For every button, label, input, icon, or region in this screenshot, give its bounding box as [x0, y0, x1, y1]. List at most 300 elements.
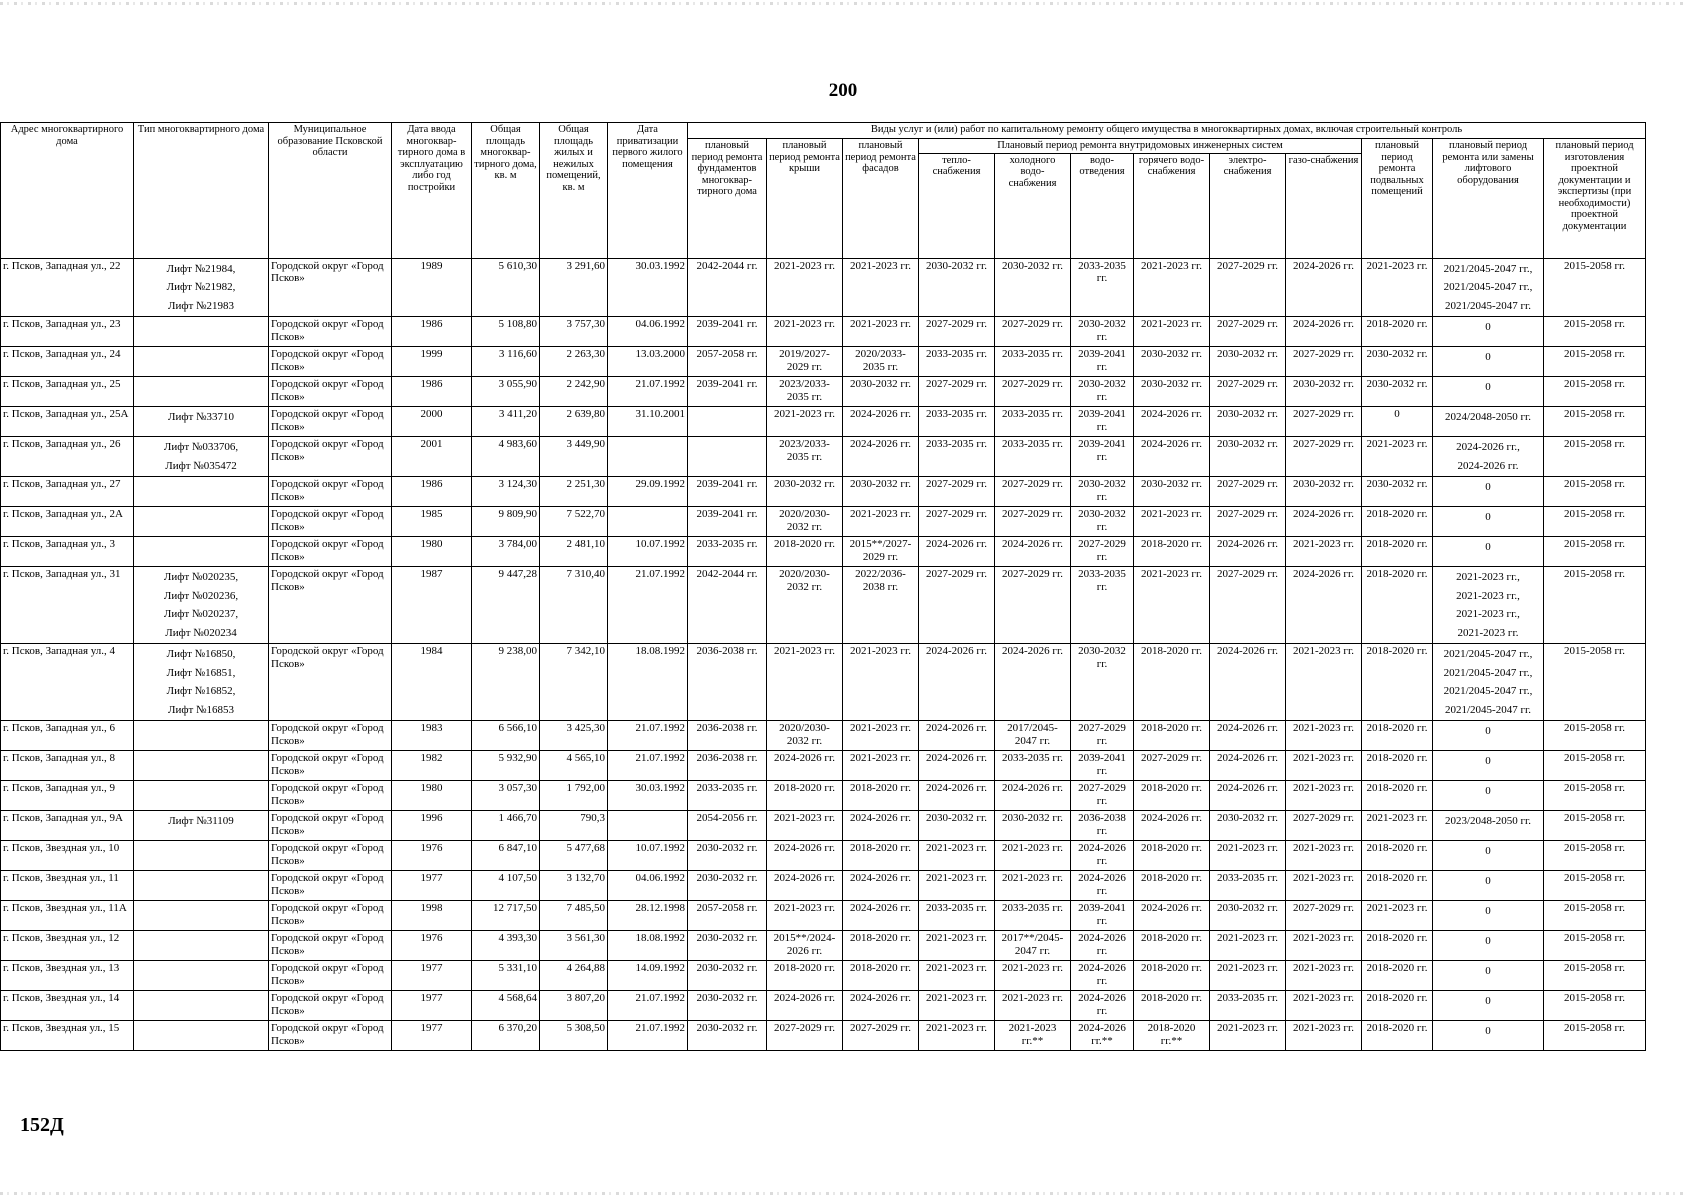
building-type-cell	[134, 377, 269, 407]
privatization-date-cell: 30.03.1992	[608, 258, 688, 317]
heat-cell: 2027-2029 гг.	[919, 317, 995, 347]
elevator-period: 0	[1485, 1025, 1491, 1037]
facade-cell: 2018-2020 гг.	[843, 781, 919, 811]
living-area-cell: 2 251,30	[540, 477, 608, 507]
elevator-period-cell	[1433, 437, 1544, 477]
address-cell: г. Псков, Западная ул., 25	[1, 377, 134, 407]
facade-cell: 2015**/2027-2029 гг.	[843, 537, 919, 567]
gas-cell: 2027-2029 гг.	[1286, 347, 1362, 377]
elevator-period-cell	[1433, 931, 1544, 961]
basement-cell: 2018-2020 гг.	[1362, 317, 1433, 347]
building-type-cell	[134, 1021, 269, 1051]
basement-cell: 2021-2023 гг.	[1362, 901, 1433, 931]
elevator-period-cell	[1433, 781, 1544, 811]
cold-water-cell: 2030-2032 гг.	[995, 811, 1071, 841]
privatization-date-cell: 04.06.1992	[608, 871, 688, 901]
roof-cell: 2020/2030-2032 гг.	[767, 507, 843, 537]
municipality-cell: Городской округ «Город Псков»	[269, 871, 392, 901]
commission-date-cell: 1986	[392, 477, 472, 507]
facade-cell: 2024-2026 гг.	[843, 811, 919, 841]
commission-date-cell: 1999	[392, 347, 472, 377]
table-row	[1, 317, 1646, 347]
heat-cell: 2021-2023 гг.	[919, 961, 995, 991]
building-type-cell	[134, 507, 269, 537]
basement-cell: 2018-2020 гг.	[1362, 841, 1433, 871]
electric-cell: 2021-2023 гг.	[1210, 841, 1286, 871]
hot-water-cell: 2018-2020 гг.	[1134, 841, 1210, 871]
elevator-period: 2021-2023 гг.,	[1456, 571, 1520, 583]
cold-water-cell: 2027-2029 гг.	[995, 377, 1071, 407]
address-cell: г. Псков, Западная ул., 31	[1, 567, 134, 644]
sewage-cell: 2033-2035 гг.	[1071, 258, 1134, 317]
electric-cell: 2021-2023 гг.	[1210, 961, 1286, 991]
roof-cell: 2018-2020 гг.	[767, 781, 843, 811]
elevator-period-cell	[1433, 721, 1544, 751]
gas-cell: 2024-2026 гг.	[1286, 507, 1362, 537]
elevator-period-cell	[1433, 871, 1544, 901]
gas-cell: 2030-2032 гг.	[1286, 477, 1362, 507]
elevator-period-cell	[1433, 991, 1544, 1021]
hot-water-cell: 2030-2032 гг.	[1134, 347, 1210, 377]
commission-date-cell: 1985	[392, 507, 472, 537]
heat-cell: 2024-2026 гг.	[919, 781, 995, 811]
electric-cell: 2024-2026 гг.	[1210, 537, 1286, 567]
address-cell: г. Псков, Западная ул., 26	[1, 437, 134, 477]
electric-cell: 2021-2023 гг.	[1210, 931, 1286, 961]
basement-cell: 2021-2023 гг.	[1362, 811, 1433, 841]
building-type-cell	[134, 991, 269, 1021]
hot-water-cell: 2018-2020 гг.	[1134, 991, 1210, 1021]
privatization-date-cell: 21.07.1992	[608, 721, 688, 751]
facade-cell: 2024-2026 гг.	[843, 407, 919, 437]
address-cell: г. Псков, Западная ул., 9	[1, 781, 134, 811]
foundation-cell: 2039-2041 гг.	[688, 477, 767, 507]
cold-water-cell: 2021-2023 гг.**	[995, 1021, 1071, 1051]
electric-cell: 2030-2032 гг.	[1210, 407, 1286, 437]
header-works-group: Виды услуг и (или) работ по капитальному ремонту общего имущества в многоквартирных домах, включая строительный контроль	[688, 123, 1646, 139]
design-period-cell: 2015-2058 гг.	[1544, 537, 1646, 567]
facade-cell: 2027-2029 гг.	[843, 1021, 919, 1051]
municipality-cell: Городской округ «Город Псков»	[269, 841, 392, 871]
foundation-cell: 2054-2056 гг.	[688, 811, 767, 841]
elevator-period: 0	[1485, 541, 1491, 553]
address-cell: г. Псков, Западная ул., 3	[1, 537, 134, 567]
roof-cell: 2024-2026 гг.	[767, 871, 843, 901]
cold-water-cell: 2017/2045-2047 гг.	[995, 721, 1071, 751]
building-type-cell	[134, 347, 269, 377]
table-row	[1, 347, 1646, 377]
gas-cell: 2027-2029 гг.	[1286, 811, 1362, 841]
cold-water-cell: 2033-2035 гг.	[995, 901, 1071, 931]
total-area-cell: 5 610,30	[472, 258, 540, 317]
elevator-period: 0	[1485, 725, 1491, 737]
address-cell: г. Псков, Западная ул., 6	[1, 721, 134, 751]
municipality-cell: Городской округ «Город Псков»	[269, 407, 392, 437]
electric-cell: 2027-2029 гг.	[1210, 507, 1286, 537]
header-systems-group: Плановый период ремонта внутридомовых инженерных систем	[919, 139, 1362, 154]
basement-cell: 0	[1362, 407, 1433, 437]
facade-cell: 2024-2026 гг.	[843, 991, 919, 1021]
commission-date-cell: 1976	[392, 931, 472, 961]
hot-water-cell: 2024-2026 гг.	[1134, 407, 1210, 437]
foundation-cell: 2039-2041 гг.	[688, 317, 767, 347]
header-type: Тип многоквартирного дома	[134, 123, 269, 259]
total-area-cell: 4 568,64	[472, 991, 540, 1021]
foundation-cell	[688, 407, 767, 437]
foundation-cell: 2057-2058 гг.	[688, 347, 767, 377]
living-area-cell: 7 522,70	[540, 507, 608, 537]
gas-cell: 2021-2023 гг.	[1286, 644, 1362, 721]
heat-cell: 2033-2035 гг.	[919, 437, 995, 477]
header-heat: тепло-снабжения	[919, 153, 995, 258]
sewage-cell: 2030-2032 гг.	[1071, 317, 1134, 347]
design-period-cell: 2015-2058 гг.	[1544, 644, 1646, 721]
roof-cell: 2018-2020 гг.	[767, 961, 843, 991]
elevator-id: Лифт №33710	[167, 411, 235, 423]
municipality-cell: Городской округ «Город Псков»	[269, 317, 392, 347]
total-area-cell: 3 116,60	[472, 347, 540, 377]
total-area-cell: 5 108,80	[472, 317, 540, 347]
elevator-period-cell	[1433, 258, 1544, 317]
municipality-cell: Городской округ «Город Псков»	[269, 477, 392, 507]
design-period-cell: 2015-2058 гг.	[1544, 721, 1646, 751]
heat-cell: 2021-2023 гг.	[919, 931, 995, 961]
sewage-cell: 2027-2029 гг.	[1071, 721, 1134, 751]
building-type-cell	[134, 477, 269, 507]
roof-cell: 2019/2027-2029 гг.	[767, 347, 843, 377]
roof-cell: 2021-2023 гг.	[767, 644, 843, 721]
basement-cell: 2018-2020 гг.	[1362, 507, 1433, 537]
address-cell: г. Псков, Западная ул., 25А	[1, 407, 134, 437]
living-area-cell: 790,3	[540, 811, 608, 841]
living-area-cell: 2 639,80	[540, 407, 608, 437]
address-cell: г. Псков, Западная ул., 4	[1, 644, 134, 721]
foundation-cell: 2042-2044 гг.	[688, 258, 767, 317]
heat-cell: 2024-2026 гг.	[919, 751, 995, 781]
municipality-cell: Городской округ «Город Псков»	[269, 347, 392, 377]
building-type-cell	[134, 781, 269, 811]
gas-cell: 2030-2032 гг.	[1286, 377, 1362, 407]
elevator-period: 2021-2023 гг.,	[1456, 589, 1520, 602]
hot-water-cell: 2018-2020 гг.	[1134, 537, 1210, 567]
building-type-cell	[134, 841, 269, 871]
total-area-cell: 5 331,10	[472, 961, 540, 991]
elevator-id: Лифт №16851,	[166, 666, 236, 679]
foundation-cell: 2033-2035 гг.	[688, 537, 767, 567]
municipality-cell: Городской округ «Город Псков»	[269, 377, 392, 407]
living-area-cell: 3 561,30	[540, 931, 608, 961]
total-area-cell: 3 055,90	[472, 377, 540, 407]
gas-cell: 2027-2029 гг.	[1286, 901, 1362, 931]
header-privatization-date: Дата приватизации первого жилого помещения	[608, 123, 688, 259]
design-period-cell: 2015-2058 гг.	[1544, 931, 1646, 961]
commission-date-cell: 1987	[392, 567, 472, 644]
total-area-cell: 12 717,50	[472, 901, 540, 931]
gas-cell: 2021-2023 гг.	[1286, 721, 1362, 751]
elevator-id: Лифт №31109	[168, 815, 234, 827]
elevator-id: Лифт №16852,	[166, 685, 236, 697]
gas-cell: 2021-2023 гг.	[1286, 961, 1362, 991]
cold-water-cell: 2027-2029 гг.	[995, 567, 1071, 644]
heat-cell: 2030-2032 гг.	[919, 811, 995, 841]
foundation-cell: 2057-2058 гг.	[688, 901, 767, 931]
table-row	[1, 871, 1646, 901]
design-period-cell: 2015-2058 гг.	[1544, 258, 1646, 317]
elevator-period-cell	[1433, 811, 1544, 841]
elevator-period-cell	[1433, 841, 1544, 871]
cold-water-cell: 2024-2026 гг.	[995, 781, 1071, 811]
building-type-cell	[134, 537, 269, 567]
total-area-cell: 9 238,00	[472, 644, 540, 721]
sewage-cell: 2039-2041 гг.	[1071, 437, 1134, 477]
municipality-cell: Городской округ «Город Псков»	[269, 811, 392, 841]
elevator-period-cell	[1433, 407, 1544, 437]
privatization-date-cell: 28.12.1998	[608, 901, 688, 931]
foundation-cell: 2030-2032 гг.	[688, 931, 767, 961]
table-row	[1, 811, 1646, 841]
privatization-date-cell: 10.07.1992	[608, 537, 688, 567]
roof-cell: 2024-2026 гг.	[767, 991, 843, 1021]
cold-water-cell: 2030-2032 гг.	[995, 258, 1071, 317]
basement-cell: 2018-2020 гг.	[1362, 991, 1433, 1021]
privatization-date-cell: 29.09.1992	[608, 477, 688, 507]
header-elevator: плановый период ремонта или замены лифтового оборудования	[1433, 139, 1544, 259]
elevator-period-cell	[1433, 751, 1544, 781]
table-row	[1, 644, 1646, 721]
cold-water-cell: 2024-2026 гг.	[995, 537, 1071, 567]
table-body	[1, 258, 1646, 1051]
foundation-cell: 2033-2035 гг.	[688, 781, 767, 811]
living-area-cell: 7 310,40	[540, 567, 608, 644]
design-period-cell: 2015-2058 гг.	[1544, 507, 1646, 537]
foundation-cell: 2030-2032 гг.	[688, 961, 767, 991]
gas-cell: 2021-2023 гг.	[1286, 1021, 1362, 1051]
facade-cell: 2021-2023 гг.	[843, 644, 919, 721]
design-period-cell: 2015-2058 гг.	[1544, 477, 1646, 507]
electric-cell: 2027-2029 гг.	[1210, 377, 1286, 407]
facade-cell: 2020/2033-2035 гг.	[843, 347, 919, 377]
foundation-cell: 2030-2032 гг.	[688, 871, 767, 901]
elevator-id: Лифт №020237,	[163, 608, 239, 620]
design-period-cell: 2015-2058 гг.	[1544, 991, 1646, 1021]
roof-cell: 2027-2029 гг.	[767, 1021, 843, 1051]
privatization-date-cell: 13.03.2000	[608, 347, 688, 377]
cold-water-cell: 2021-2023 гг.	[995, 871, 1071, 901]
basement-cell: 2018-2020 гг.	[1362, 567, 1433, 644]
hot-water-cell: 2021-2023 гг.	[1134, 258, 1210, 317]
sewage-cell: 2039-2041 гг.	[1071, 347, 1134, 377]
building-type-cell	[134, 811, 269, 841]
commission-date-cell: 1982	[392, 751, 472, 781]
roof-cell: 2024-2026 гг.	[767, 841, 843, 871]
municipality-cell: Городской округ «Город Псков»	[269, 901, 392, 931]
table-row	[1, 781, 1646, 811]
electric-cell: 2027-2029 гг.	[1210, 258, 1286, 317]
hot-water-cell: 2018-2020 гг.	[1134, 644, 1210, 721]
hot-water-cell: 2018-2020 гг.	[1134, 931, 1210, 961]
gas-cell: 2021-2023 гг.	[1286, 991, 1362, 1021]
basement-cell: 2018-2020 гг.	[1362, 537, 1433, 567]
total-area-cell: 6 566,10	[472, 721, 540, 751]
sewage-cell: 2024-2026 гг.	[1071, 931, 1134, 961]
elevator-id: Лифт №020235,	[163, 571, 239, 583]
living-area-cell: 2 242,90	[540, 377, 608, 407]
heat-cell: 2027-2029 гг.	[919, 567, 995, 644]
electric-cell: 2030-2032 гг.	[1210, 437, 1286, 477]
table-row	[1, 477, 1646, 507]
heat-cell: 2024-2026 гг.	[919, 644, 995, 721]
elevator-period: 2021/2045-2047 гг.,	[1443, 262, 1533, 275]
roof-cell: 2020/2030-2032 гг.	[767, 567, 843, 644]
building-type-cell	[134, 567, 269, 644]
municipality-cell: Городской округ «Город Псков»	[269, 1021, 392, 1051]
living-area-cell: 5 477,68	[540, 841, 608, 871]
living-area-cell: 7 485,50	[540, 901, 608, 931]
hot-water-cell: 2018-2020 гг.	[1134, 781, 1210, 811]
roof-cell: 2018-2020 гг.	[767, 537, 843, 567]
basement-cell: 2018-2020 гг.	[1362, 961, 1433, 991]
foundation-cell: 2030-2032 гг.	[688, 991, 767, 1021]
total-area-cell: 4 983,60	[472, 437, 540, 477]
gas-cell: 2024-2026 гг.	[1286, 258, 1362, 317]
foundation-cell: 2036-2038 гг.	[688, 751, 767, 781]
municipality-cell: Городской округ «Город Псков»	[269, 537, 392, 567]
header-gas: газо-снабжения	[1286, 153, 1362, 258]
elevator-period-cell	[1433, 477, 1544, 507]
total-area-cell: 4 393,30	[472, 931, 540, 961]
living-area-cell: 4 264,88	[540, 961, 608, 991]
commission-date-cell: 1977	[392, 961, 472, 991]
roof-cell: 2023/2033-2035 гг.	[767, 437, 843, 477]
header-roof: плановый период ремонта крыши	[767, 139, 843, 259]
total-area-cell: 5 932,90	[472, 751, 540, 781]
facade-cell: 2018-2020 гг.	[843, 931, 919, 961]
elevator-period-cell	[1433, 377, 1544, 407]
address-cell: г. Псков, Западная ул., 27	[1, 477, 134, 507]
roof-cell: 2023/2033-2035 гг.	[767, 377, 843, 407]
heat-cell: 2033-2035 гг.	[919, 901, 995, 931]
cold-water-cell: 2027-2029 гг.	[995, 317, 1071, 347]
elevator-period: 2021/2045-2047 гг.	[1444, 299, 1531, 312]
gas-cell: 2021-2023 гг.	[1286, 537, 1362, 567]
facade-cell: 2021-2023 гг.	[843, 721, 919, 751]
commission-date-cell: 1989	[392, 258, 472, 317]
facade-cell: 2030-2032 гг.	[843, 377, 919, 407]
elevator-period-cell	[1433, 901, 1544, 931]
sewage-cell: 2027-2029 гг.	[1071, 781, 1134, 811]
table-row	[1, 377, 1646, 407]
cold-water-cell: 2033-2035 гг.	[995, 407, 1071, 437]
address-cell: г. Псков, Звездная ул., 12	[1, 931, 134, 961]
electric-cell: 2030-2032 гг.	[1210, 811, 1286, 841]
elevator-id: Лифт №16853	[167, 703, 235, 716]
design-period-cell: 2015-2058 гг.	[1544, 347, 1646, 377]
sewage-cell: 2039-2041 гг.	[1071, 751, 1134, 781]
header-foundation: плановый период ремонта фундаментов многоквар-тирного дома	[688, 139, 767, 259]
elevator-period-cell	[1433, 1021, 1544, 1051]
building-type-cell	[134, 721, 269, 751]
privatization-date-cell	[608, 437, 688, 477]
header-living-area: Общая площадь жилых и нежилых помещений, кв. м	[540, 123, 608, 259]
electric-cell: 2024-2026 гг.	[1210, 751, 1286, 781]
heat-cell: 2021-2023 гг.	[919, 841, 995, 871]
living-area-cell: 3 291,60	[540, 258, 608, 317]
design-period-cell: 2015-2058 гг.	[1544, 901, 1646, 931]
electric-cell: 2024-2026 гг.	[1210, 721, 1286, 751]
commission-date-cell: 1980	[392, 781, 472, 811]
heat-cell: 2021-2023 гг.	[919, 991, 995, 1021]
table-row	[1, 961, 1646, 991]
commission-date-cell: 2001	[392, 437, 472, 477]
cold-water-cell: 2021-2023 гг.	[995, 991, 1071, 1021]
header-basement: плановый период ремонта подвальных помещений	[1362, 139, 1433, 259]
elevator-period-cell	[1433, 347, 1544, 377]
sewage-cell: 2027-2029 гг.	[1071, 537, 1134, 567]
design-period-cell: 2015-2058 гг.	[1544, 811, 1646, 841]
table-row	[1, 407, 1646, 437]
facade-cell: 2021-2023 гг.	[843, 317, 919, 347]
municipality-cell: Городской округ «Город Псков»	[269, 507, 392, 537]
hot-water-cell: 2021-2023 гг.	[1134, 317, 1210, 347]
header-design: плановый период изготовления проектной документации и экспертизы (при необходимости) проектной документации	[1544, 139, 1646, 259]
municipality-cell: Городской округ «Город Псков»	[269, 931, 392, 961]
living-area-cell: 2 481,10	[540, 537, 608, 567]
gas-cell: 2021-2023 гг.	[1286, 781, 1362, 811]
basement-cell: 2021-2023 гг.	[1362, 258, 1433, 317]
elevator-period: 0	[1485, 511, 1491, 523]
total-area-cell: 6 370,20	[472, 1021, 540, 1051]
design-period-cell: 2015-2058 гг.	[1544, 961, 1646, 991]
total-area-cell: 3 411,20	[472, 407, 540, 437]
header-cold-water: холодного водо-снабжения	[995, 153, 1071, 258]
document-code: 152Д	[20, 1114, 64, 1136]
building-type-cell	[134, 644, 269, 721]
gas-cell: 2021-2023 гг.	[1286, 871, 1362, 901]
basement-cell: 2030-2032 гг.	[1362, 377, 1433, 407]
elevator-period: 2021-2023 гг.	[1457, 626, 1519, 639]
total-area-cell: 1 466,70	[472, 811, 540, 841]
commission-date-cell: 1998	[392, 901, 472, 931]
foundation-cell: 2042-2044 гг.	[688, 567, 767, 644]
facade-cell: 2021-2023 гг.	[843, 507, 919, 537]
building-type-cell	[134, 751, 269, 781]
municipality-cell: Городской округ «Город Псков»	[269, 567, 392, 644]
total-area-cell: 3 057,30	[472, 781, 540, 811]
table-row	[1, 537, 1646, 567]
table-row	[1, 721, 1646, 751]
design-period-cell: 2015-2058 гг.	[1544, 407, 1646, 437]
hot-water-cell: 2027-2029 гг.	[1134, 751, 1210, 781]
electric-cell: 2033-2035 гг.	[1210, 991, 1286, 1021]
commission-date-cell: 1986	[392, 377, 472, 407]
building-type-cell	[134, 437, 269, 477]
header-municipality: Муниципальное образование Псковской области	[269, 123, 392, 259]
gas-cell: 2021-2023 гг.	[1286, 751, 1362, 781]
living-area-cell: 1 792,00	[540, 781, 608, 811]
elevator-period: 0	[1485, 755, 1491, 767]
scan-edge-bottom	[0, 1192, 1686, 1195]
foundation-cell: 2030-2032 гг.	[688, 841, 767, 871]
header-commission-date: Дата ввода многоквар-тирного дома в эксплуатацию либо год постройки	[392, 123, 472, 259]
building-type-cell	[134, 871, 269, 901]
municipality-cell: Городской округ «Город Псков»	[269, 721, 392, 751]
heat-cell: 2027-2029 гг.	[919, 377, 995, 407]
roof-cell: 2021-2023 гг.	[767, 811, 843, 841]
municipality-cell: Городской округ «Город Псков»	[269, 991, 392, 1021]
privatization-date-cell	[608, 507, 688, 537]
commission-date-cell: 1996	[392, 811, 472, 841]
elevator-id: Лифт №035472	[165, 459, 237, 472]
